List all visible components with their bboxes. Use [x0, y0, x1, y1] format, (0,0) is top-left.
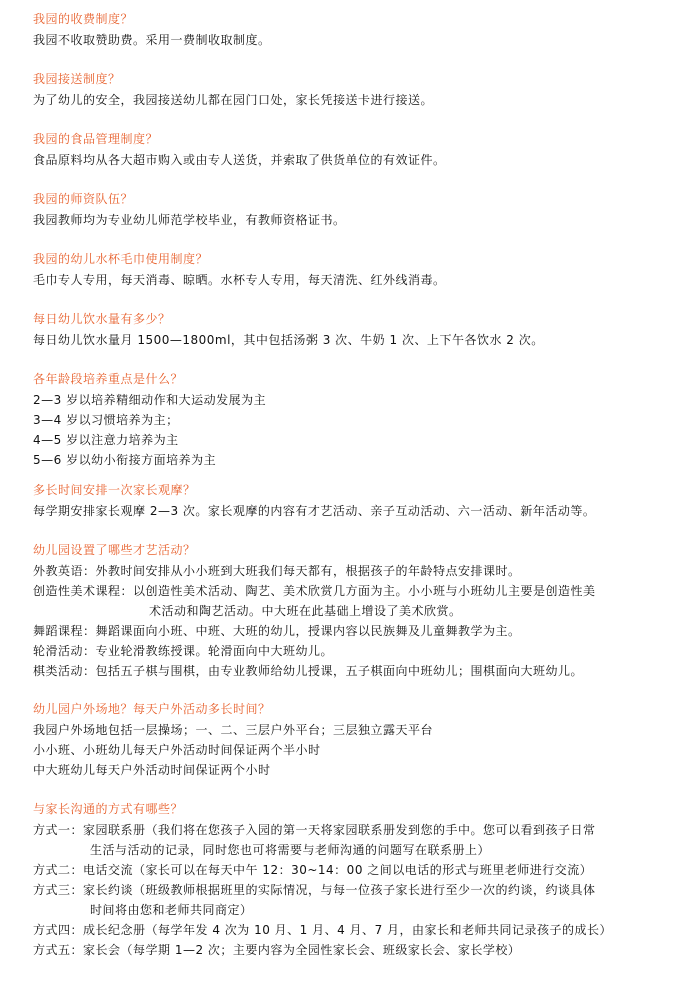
answer-outdoor-senior: 中大班幼儿每天户外活动时间保证两个小时: [33, 763, 271, 777]
question-fees: 我园的收费制度？: [33, 12, 134, 26]
answer-outdoor-venue: 我园户外场地包括一层操场；一、二、三层户外平台；三层独立露天平台: [33, 723, 434, 737]
question-communication: 与家长沟通的方式有哪些？: [33, 802, 184, 816]
answer-teachers: 我园教师均为专业幼儿师范学校毕业，有教师资格证书。: [33, 213, 346, 227]
answer-food: 食品原料均从各大超市购入或由专人送货，并索取了供货单位的有效证件。: [33, 153, 446, 167]
answer-english: 外教英语：外教时间安排从小小班到大班我们每天都有，根据孩子的年龄特点安排课时。: [33, 564, 521, 578]
question-parent-observation: 多长时间安排一次家长观摩？: [33, 483, 196, 497]
answer-method-3-continued: 时间将由您和老师共同商定）: [90, 903, 253, 917]
answer-age-5-6: 5—6 岁以幼小衔接方面培养为主: [33, 453, 217, 467]
answer-water-intake: 每日幼儿饮水量月 1500—1800ml，其中包括汤粥 3 次、牛奶 1 次、上下午各饮水 2 次。: [33, 333, 544, 347]
answer-age-4-5: 4—5 岁以注意力培养为主: [33, 433, 179, 447]
answer-method-2: 方式二：电话交流（家长可以在每天中午 12：30~14：00 之间以电话的形式与班里老师进行交流）: [33, 863, 593, 877]
answer-method-3: 方式三：家长约谈（班级教师根据班里的实际情况，与每一位孩子家长进行至少一次的约谈，约谈具体: [33, 883, 596, 897]
question-cups-towels: 我园的幼儿水杯毛巾使用制度？: [33, 252, 209, 266]
answer-dance: 舞蹈课程：舞蹈课面向小班、中班、大班的幼儿，授课内容以民族舞及儿童舞教学为主。: [33, 624, 521, 638]
answer-outdoor-junior: 小小班、小班幼儿每天户外活动时间保证两个半小时: [33, 743, 321, 757]
answer-age-2-3: 2—3 岁以培养精细动作和大运动发展为主: [33, 393, 267, 407]
answer-method-1-continued: 生活与活动的记录，同时您也可将需要与老师沟通的问题写在联系册上）: [90, 843, 491, 857]
question-food: 我园的食品管理制度？: [33, 132, 159, 146]
answer-parent-observation: 每学期安排家长观摩 2—3 次。家长观摩的内容有才艺活动、亲子互动活动、六一活动、新年活动等。: [33, 504, 596, 518]
answer-method-4: 方式四：成长纪念册（每学年发 4 次为 10 月、1 月、4 月、7 月，由家长和老师共同记录孩子的成长）: [33, 923, 613, 937]
question-outdoor: 幼儿园户外场地？每天户外活动多长时间？: [33, 702, 271, 716]
answer-skating: 轮滑活动：专业轮滑教练授课。轮滑面向中大班幼儿。: [33, 644, 334, 658]
answer-cups-towels: 毛巾专人专用，每天消毒、晾晒。水杯专人专用，每天清洗、红外线消毒。: [33, 273, 446, 287]
answer-fees: 我园不收取赞助费。采用一费制收取制度。: [33, 33, 271, 47]
answer-method-5: 方式五：家长会（每学期 1—2 次；主要内容为全园性家长会、班级家长会、家长学校）: [33, 943, 521, 957]
question-teachers: 我园的师资队伍？: [33, 192, 134, 206]
answer-chess: 棋类活动：包括五子棋与围棋，由专业教师给幼儿授课，五子棋面向中班幼儿；围棋面向大班幼儿。: [33, 664, 584, 678]
answer-art: 创造性美术课程：以创造性美术活动、陶艺、美术欣赏几方面为主。小小班与小班幼儿主要是创造性美: [33, 584, 596, 598]
answer-method-1: 方式一：家园联系册（我们将在您孩子入园的第一天将家园联系册发到您的手中。您可以看到孩子日常: [33, 823, 596, 837]
question-talent-activities: 幼儿园设置了哪些才艺活动？: [33, 543, 196, 557]
answer-art-continued: 术活动和陶艺活动。中大班在此基础上增设了美术欣赏。: [149, 604, 462, 618]
question-water-intake: 每日幼儿饮水量有多少？: [33, 312, 171, 326]
question-age-focus: 各年龄段培养重点是什么？: [33, 372, 184, 386]
question-pickup: 我园接送制度？: [33, 72, 121, 86]
answer-age-3-4: 3—4 岁以习惯培养为主；: [33, 413, 179, 427]
answer-pickup: 为了幼儿的安全，我园接送幼儿都在园门口处，家长凭接送卡进行接送。: [33, 93, 434, 107]
